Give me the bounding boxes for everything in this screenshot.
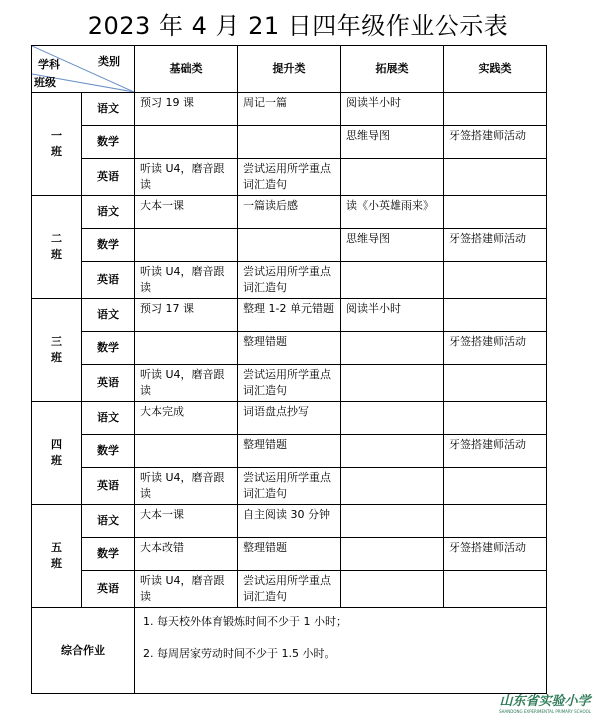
homework-cell: 尝试运用所学重点词汇造句 [238,365,341,402]
homework-cell [341,365,444,402]
homework-cell [341,538,444,571]
corner-label-subject: 学科 [38,58,60,71]
homework-cell: 整理错题 [238,332,341,365]
homework-cell: 自主阅读 30 分钟 [238,505,341,538]
class-name: 二 班 [32,196,82,299]
subject-name: 数学 [82,229,135,262]
header-row [32,46,547,93]
homework-cell [444,196,547,229]
page-title: 2023 年 4 月 21 日四年级作业公示表 [87,12,509,40]
homework-cell [135,332,238,365]
comprehensive-row [32,608,547,694]
school-logo [497,695,593,715]
homework-cell: 整理 1-2 单元错题 [238,299,341,332]
homework-cell [238,229,341,262]
homework-cell [341,435,444,468]
table-row [32,435,547,468]
school-logo-name: 山东省实验小学 [499,694,591,709]
homework-cell: 尝试运用所学重点词汇造句 [238,571,341,608]
homework-cell: 听读 U4，磨音跟读 [135,468,238,505]
homework-cell [341,571,444,608]
homework-cell: 听读 U4，磨音跟读 [135,262,238,299]
subject-name: 数学 [82,126,135,159]
homework-cell [341,332,444,365]
homework-cell [135,435,238,468]
homework-cell: 尝试运用所学重点词汇造句 [238,159,341,196]
homework-cell: 阅读半小时 [341,299,444,332]
homework-cell: 尝试运用所学重点词汇造句 [238,468,341,505]
class-name: 四 班 [32,402,82,505]
homework-cell: 读《小英雄雨来》 [341,196,444,229]
homework-cell: 预习 17 课 [135,299,238,332]
subject-name: 英语 [82,365,135,402]
homework-cell [444,468,547,505]
homework-cell: 听读 U4，磨音跟读 [135,365,238,402]
subject-name: 语文 [82,93,135,126]
homework-cell [135,229,238,262]
homework-cell: 听读 U4，磨音跟读 [135,159,238,196]
subject-name: 数学 [82,538,135,571]
homework-cell: 词语盘点抄写 [238,402,341,435]
subject-name: 语文 [82,505,135,538]
homework-table [31,45,547,694]
table-row [32,262,547,299]
table-row [32,505,547,538]
corner-cell [32,46,135,93]
subject-name: 英语 [82,262,135,299]
homework-cell [444,365,547,402]
homework-cell: 整理错题 [238,538,341,571]
comprehensive-item: 1. 每天校外体育锻炼时间不少于 1 小时； [143,615,347,628]
homework-cell [444,402,547,435]
homework-cell: 牙签搭建师活动 [444,126,547,159]
table-row [32,196,547,229]
table-row [32,538,547,571]
homework-cell: 阅读半小时 [341,93,444,126]
homework-cell [444,262,547,299]
homework-cell: 一篇读后感 [238,196,341,229]
subject-name: 数学 [82,332,135,365]
header-extension: 拓展类 [341,46,444,93]
table-row [32,468,547,505]
table-row [32,229,547,262]
homework-cell: 周记一篇 [238,93,341,126]
homework-cell: 大本完成 [135,402,238,435]
homework-cell [341,159,444,196]
homework-cell: 思维导图 [341,229,444,262]
homework-cell: 牙签搭建师活动 [444,229,547,262]
subject-name: 语文 [82,299,135,332]
homework-cell: 牙签搭建师活动 [444,332,547,365]
comprehensive-content [135,608,547,694]
homework-cell: 听读 U4，磨音跟读 [135,571,238,608]
subject-name: 数学 [82,435,135,468]
homework-cell: 牙签搭建师活动 [444,435,547,468]
homework-cell [444,505,547,538]
homework-cell [341,402,444,435]
homework-cell: 尝试运用所学重点词汇造句 [238,262,341,299]
table-row [32,571,547,608]
subject-name: 语文 [82,402,135,435]
corner-label-category: 类别 [98,55,120,68]
school-logo-english: SHANDONG EXPERIMENTAL PRIMARY SCHOOL [498,709,592,714]
subject-name: 英语 [82,159,135,196]
header-basic: 基础类 [135,46,238,93]
table-row [32,126,547,159]
homework-cell [238,126,341,159]
subject-name: 语文 [82,196,135,229]
homework-cell: 大本一课 [135,196,238,229]
header-advanced: 提升类 [238,46,341,93]
homework-cell [135,126,238,159]
subject-name: 英语 [82,571,135,608]
homework-cell: 大本改错 [135,538,238,571]
homework-cell [444,159,547,196]
homework-cell [341,468,444,505]
homework-cell: 思维导图 [341,126,444,159]
table-row [32,332,547,365]
homework-cell [444,299,547,332]
table-row [32,402,547,435]
header-practice: 实践类 [444,46,547,93]
class-name: 一 班 [32,93,82,196]
table-row [32,365,547,402]
table-row [32,299,547,332]
corner-label-class: 班级 [34,76,56,89]
homework-cell: 牙签搭建师活动 [444,538,547,571]
table-row [32,93,547,126]
class-name: 五 班 [32,505,82,608]
homework-cell [341,262,444,299]
homework-cell: 大本一课 [135,505,238,538]
comprehensive-item: 2. 每周居家劳动时间不少于 1.5 小时。 [143,647,336,660]
homework-cell [444,571,547,608]
subject-name: 英语 [82,468,135,505]
homework-cell: 预习 19 课 [135,93,238,126]
homework-cell: 整理错题 [238,435,341,468]
table-row [32,159,547,196]
comprehensive-label: 综合作业 [32,608,135,694]
homework-cell [444,93,547,126]
class-name: 三 班 [32,299,82,402]
homework-cell [341,505,444,538]
